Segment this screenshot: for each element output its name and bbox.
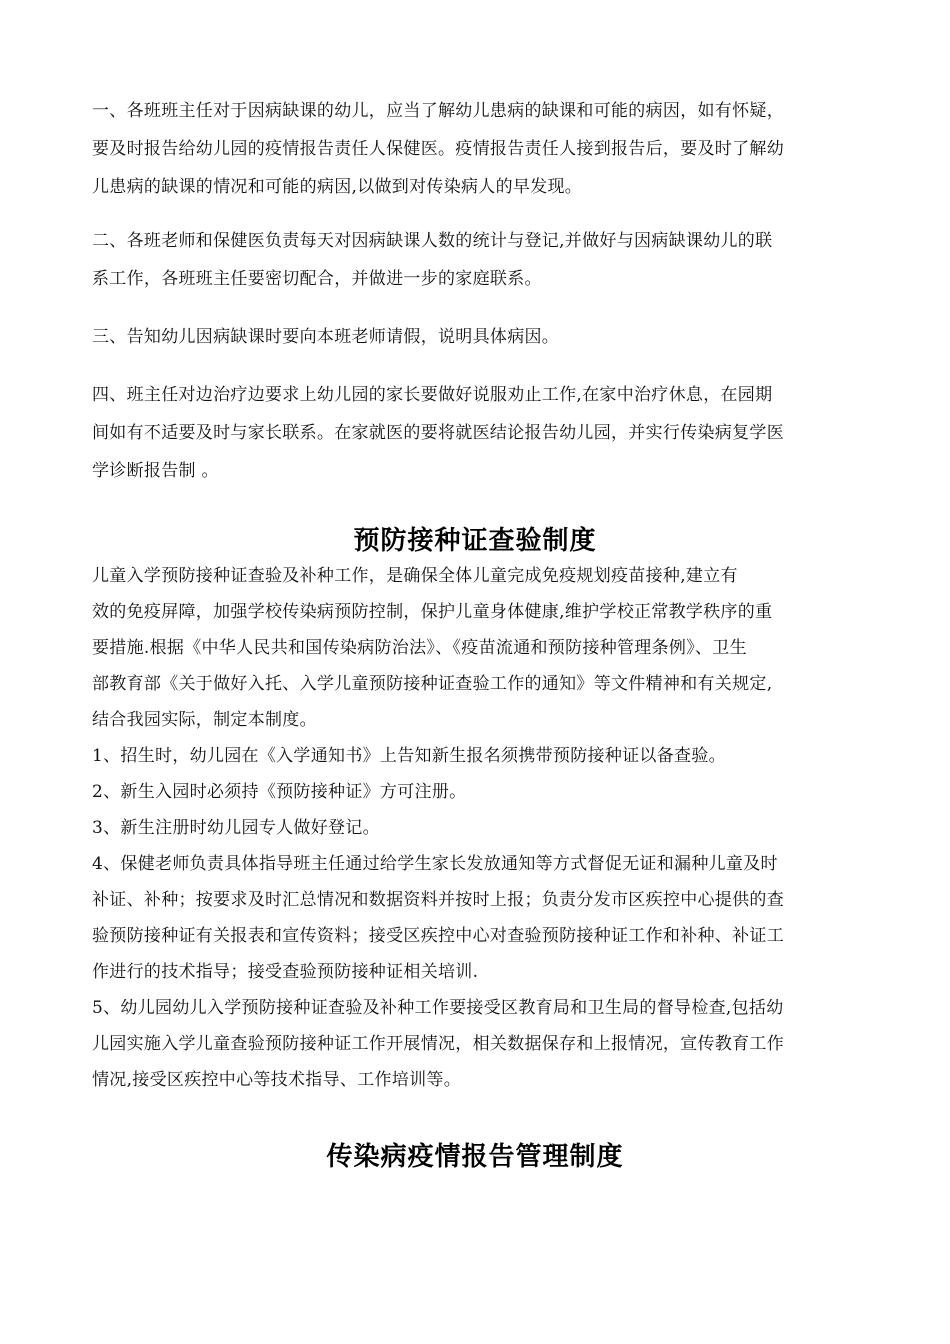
paragraph-home-treatment	[92, 376, 867, 490]
text-line: 部教育部《关于做好入托、入学儿童预防接种证查验工作的通知》等文件精神和有关规定,	[92, 674, 773, 694]
text-line: 3、新生注册时幼儿园专人做好登记。	[92, 818, 380, 838]
paragraph-leave-request	[92, 318, 867, 356]
text-line: 三、告知幼儿因病缺课时要向本班老师请假，说明具体病因。	[92, 327, 560, 347]
text-line: 一、各班班主任对于因病缺课的幼儿，应当了解幼儿患病的缺课和可能的病因，如有怀疑，	[92, 101, 784, 121]
text-line: 要及时报告给幼儿园的疫情报告责任人保健医。疫情报告责任人接到报告后，要及时了解幼	[92, 139, 784, 159]
text-line: 4、保健老师负责具体指导班主任通过给学生家长发放通知等方式督促无证和漏种儿童及时	[92, 854, 778, 874]
text-line: 情况,接受区疾控中心等技术指导、工作培训等。	[92, 1070, 462, 1090]
text-line: 四、班主任对边治疗边要求上幼儿园的家长要做好说服劝止工作,在家中治疗休息，在园期	[92, 385, 773, 405]
text-line: 学诊断报告制 。	[92, 461, 219, 481]
text-line: 结合我园实际，制定本制度。	[92, 710, 317, 730]
heading-vaccination-check: 预防接种证查验制度	[353, 526, 597, 556]
list-item-entry-requirement	[92, 774, 867, 810]
heading-epidemic-reporting: 传染病疫情报告管理制度	[326, 1142, 624, 1172]
text-line: 二、各班老师和保健医负责每天对因病缺课人数的统计与登记,并做好与因病缺课幼儿的联	[92, 231, 773, 251]
text-line: 2、新生入园时必须持《预防接种证》方可注册。	[92, 782, 467, 802]
text-line: 系工作，各班班主任要密切配合，并做进一步的家庭联系。	[92, 269, 542, 289]
paragraph-statistics-registration	[92, 222, 867, 298]
list-item-supervision	[92, 990, 867, 1098]
text-line: 5、幼儿园幼儿入学预防接种证查验及补种工作要接受区教育局和卫生局的督导检查,包括幼	[92, 998, 784, 1018]
text-line: 儿患病的缺课的情况和可能的病因,以做到对传染病人的早发现。	[92, 177, 583, 197]
text-line: 儿园实施入学儿童查验预防接种证工作开展情况，相关数据保存和上报情况，宣传教育工作	[92, 1034, 784, 1054]
list-item-enrollment-notice	[92, 738, 867, 774]
text-line: 效的免疫屏障，加强学校传染病预防控制，保护儿童身体健康,维护学校正常教学秩序的重	[92, 602, 773, 622]
paragraph-vaccination-intro	[92, 558, 867, 738]
paragraph-absence-reporting	[92, 92, 867, 206]
text-line: 间如有不适要及时与家长联系。在家就医的要将就医结论报告幼儿园，并实行传染病复学医	[92, 423, 784, 443]
text-line: 作进行的技术指导；接受查验预防接种证相关培训.	[92, 962, 479, 982]
text-line: 补证、补种；按要求及时汇总情况和数据资料并按时上报；负责分发市区疾控中心提供的查	[92, 890, 784, 910]
text-line: 1、招生时，幼儿园在《入学通知书》上告知新生报名须携带预防接种证以备查验。	[92, 746, 726, 766]
list-item-health-teacher-duties	[92, 846, 867, 990]
text-line: 儿童入学预防接种证查验及补种工作，是确保全体儿童完成免疫规划疫苗接种,建立有	[92, 566, 738, 586]
text-line: 验预防接种证有关报表和宣传资料；接受区疾控中心对查验预防接种证工作和补种、补证工	[92, 926, 784, 946]
text-line: 要措施.根据《中华人民共和国传染病防治法》、《疫苗流通和预防接种管理条例》、卫生	[92, 638, 747, 658]
list-item-registration	[92, 810, 867, 846]
